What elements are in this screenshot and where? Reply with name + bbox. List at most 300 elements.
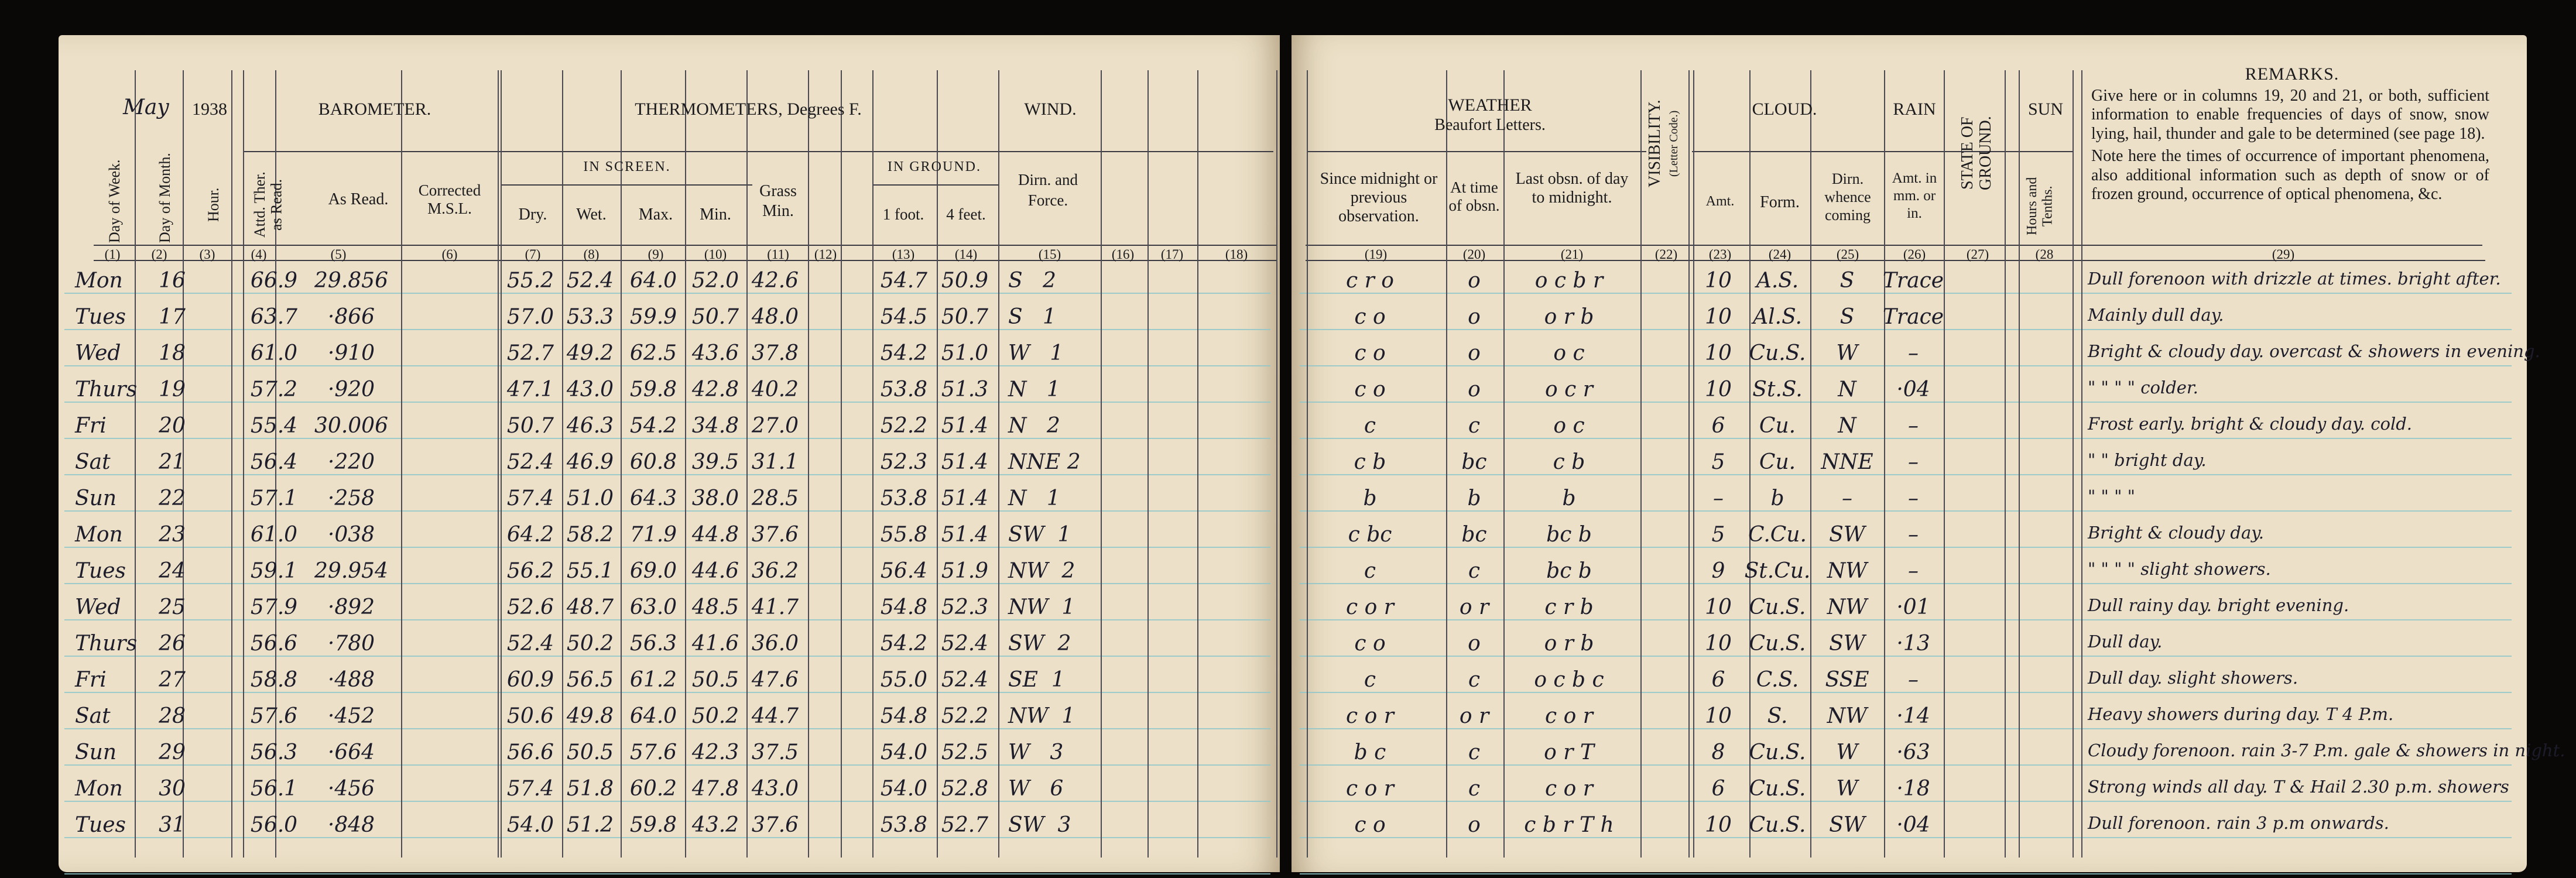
ruled-line [64, 365, 1270, 366]
attd-ther-header: Attd. Ther. as Read. [251, 172, 285, 238]
column-divider [1101, 70, 1102, 858]
attd-ther-cell: 57.6 [250, 704, 298, 728]
weather-last-obsn-cell: o c b r [1534, 269, 1604, 293]
wind-cell: SW 1 [1008, 523, 1071, 547]
column-divider [746, 70, 748, 858]
weather-since-midnight-cell: c o [1354, 378, 1386, 402]
weather-last-obsn-cell: o c [1553, 414, 1585, 438]
day-of-month-cell: 20 [159, 414, 186, 438]
min-temp-cell: 52.0 [691, 269, 739, 293]
ground-4ft-cell: 52.3 [941, 595, 989, 619]
weather-at-obsn-cell: o [1468, 378, 1481, 402]
column-divider [685, 70, 686, 858]
barometer-reading-cell: ·488 [327, 668, 375, 692]
grass-min-cell: 31.1 [751, 450, 799, 474]
max-temp-cell: 60.8 [629, 450, 677, 474]
wind-cell: NNE 2 [1008, 450, 1081, 474]
column-number: (22) [1654, 247, 1678, 262]
rain-amount-cell: ·18 [1896, 777, 1930, 801]
ruled-line [64, 438, 1270, 439]
day-of-month-cell: 16 [159, 269, 186, 293]
column-number: (5) [330, 247, 347, 262]
ground-4ft-cell: 51.4 [941, 450, 989, 474]
attd-ther-cell: 63.7 [250, 305, 298, 329]
ground-1ft-cell: 53.8 [880, 378, 928, 402]
remark-cell: Mainly dull day. [2088, 305, 2224, 325]
min-temp-cell: 34.8 [691, 414, 739, 438]
dry-bulb-cell: 56.2 [506, 559, 554, 583]
column-divider [1147, 70, 1149, 858]
min-temp-cell: 43.6 [691, 341, 739, 365]
weather-at-obsn-cell: bc [1461, 450, 1487, 474]
wet-bulb-cell: 56.5 [566, 668, 614, 692]
ruled-line [64, 474, 1270, 475]
max-temp-cell: 63.0 [629, 595, 677, 619]
weather-last-obsn-cell: c r b [1544, 595, 1594, 619]
ruled-line [1300, 692, 2512, 693]
barometer-reading-cell: ·780 [327, 632, 375, 656]
sun-hours-header: Hours and Tenths. [2025, 177, 2056, 236]
cloud-direction-cell: N [1838, 414, 1856, 438]
column-divider [1503, 70, 1505, 858]
ruled-line [1300, 402, 2512, 403]
ruled-line [64, 583, 1270, 584]
barometer-reading-cell: ·892 [327, 595, 375, 619]
weather-last-obsn-cell: o c [1553, 341, 1585, 365]
max-temp-cell: 59.8 [629, 378, 677, 402]
cloud-amt-header: Amt. [1705, 194, 1735, 209]
day-of-month-cell: 19 [159, 378, 186, 402]
weather-since-midnight-cell: c o r [1346, 595, 1394, 619]
min-temp-cell: 47.8 [691, 777, 739, 801]
ruled-line [1300, 728, 2512, 729]
min-temp-cell: 44.8 [691, 523, 739, 547]
dirn-force-header: Dirn. and Force. [1018, 171, 1078, 210]
ground-4ft-cell: 51.0 [941, 341, 989, 365]
column-number: (24) [1768, 247, 1791, 262]
cloud-direction-cell: NW [1827, 559, 1868, 583]
remark-cell: Dull day. slight showers. [2088, 668, 2298, 688]
weather-sub-header: Beaufort Letters. [1434, 116, 1546, 134]
weather-last-obsn-cell: c b [1553, 450, 1585, 474]
grass-min-cell: 28.5 [751, 486, 799, 510]
grass-min-cell: 40.2 [751, 378, 799, 402]
remark-cell: " " " " [2088, 486, 2136, 506]
cloud-direction-cell: SSE [1825, 668, 1869, 692]
cloud-form-cell: Cu.S. [1749, 341, 1806, 365]
column-divider [872, 70, 873, 858]
column-number: (28 [2035, 247, 2054, 262]
day-of-month-cell: 27 [159, 668, 186, 692]
ruled-line [64, 402, 1270, 403]
cloud-form-cell: Cu.S. [1749, 813, 1806, 837]
ruled-line [1300, 293, 2512, 294]
year-label: 1938 [192, 100, 227, 119]
remarks-instructions [2091, 87, 2489, 204]
cloud-form-cell: Cu.S. [1749, 777, 1806, 801]
column-divider [498, 70, 499, 858]
weather-at-obsn-cell: c [1468, 559, 1481, 583]
cloud-header: CLOUD. [1752, 100, 1817, 119]
barometer-header: BAROMETER. [318, 100, 431, 119]
ground-1ft-cell: 52.3 [880, 450, 928, 474]
wind-cell: SW 3 [1008, 813, 1071, 837]
weather-header: WEATHER [1448, 95, 1532, 115]
wet-bulb-cell: 43.0 [566, 378, 614, 402]
grass-min-cell: 36.2 [751, 559, 799, 583]
remarks-instructions-p2: Note here the times of occurrence of important phenomena, also additional information such as depth of snow or of frozen ground, occurrence of optical phenomena, &c. [2091, 147, 2489, 204]
column-divider [1749, 70, 1751, 858]
barometer-reading-cell: ·848 [327, 813, 375, 837]
wet-bulb-cell: 46.3 [566, 414, 614, 438]
ground-4ft-cell: 51.4 [941, 486, 989, 510]
weather-last-obsn-cell: b [1562, 486, 1576, 510]
remark-cell: Heavy showers during day. T 4 P.m. [2088, 704, 2394, 724]
rain-amount-cell: ·04 [1896, 813, 1930, 837]
attd-ther-cell: 59.1 [250, 559, 298, 583]
remark-cell: Bright & cloudy day. overcast & showers in evening. [2088, 341, 2540, 361]
day-of-week-cell: Tues [75, 305, 126, 329]
column-divider [1810, 70, 1811, 858]
cloud-form-cell: b [1770, 486, 1784, 510]
weather-since-midnight-cell: b [1363, 486, 1377, 510]
barometer-reading-cell: ·866 [327, 305, 375, 329]
ground-1ft-cell: 56.4 [880, 559, 928, 583]
group-rule [1307, 151, 1646, 152]
weather-since-midnight-cell: c r o [1346, 269, 1394, 293]
cloud-form-cell: C.S. [1756, 668, 1799, 692]
day-of-week-cell: Sat [75, 704, 111, 728]
cloud-amount-cell: 10 [1705, 269, 1732, 293]
column-number: (16) [1111, 247, 1135, 262]
ruled-line [64, 510, 1270, 512]
ruled-line [1300, 438, 2512, 439]
ground-1ft-cell: 55.8 [880, 523, 928, 547]
cloud-amount-cell: 6 [1711, 777, 1725, 801]
ruled-line [1300, 474, 2512, 475]
weather-last-obsn-cell: o r b [1544, 305, 1594, 329]
weather-since-midnight-cell: c o [1354, 341, 1386, 365]
attd-ther-cell: 55.4 [250, 414, 298, 438]
cloud-direction-cell: SW [1829, 523, 1865, 547]
remark-cell: " " bright day. [2088, 450, 2207, 470]
ground-1ft-cell: 54.0 [880, 777, 928, 801]
grass-min-cell: 36.0 [751, 632, 799, 656]
dry-bulb-cell: 55.2 [506, 269, 554, 293]
rain-amount-cell: – [1908, 668, 1919, 692]
cloud-form-cell: C.Cu. [1748, 523, 1807, 547]
remark-cell: Dull forenoon. rain 3 p.m onwards. [2088, 813, 2389, 833]
wind-cell: S 1 [1008, 305, 1056, 329]
in-ground-header: IN GROUND. [888, 159, 981, 174]
ground-1ft-cell: 54.2 [880, 632, 928, 656]
last-obsn-header: Last obsn. of day to midnight. [1515, 170, 1629, 207]
dry-bulb-cell: 57.4 [506, 486, 554, 510]
ground-4ft-cell: 52.4 [941, 668, 989, 692]
column-number: (26) [1903, 247, 1926, 262]
grass-min-cell: 48.0 [751, 305, 799, 329]
day-of-week-cell: Sun [75, 740, 117, 764]
weather-since-midnight-cell: c o [1354, 305, 1386, 329]
weather-last-obsn-cell: o r T [1544, 740, 1594, 764]
max-temp-cell: 64.0 [629, 704, 677, 728]
grass-min-cell: 37.5 [751, 740, 799, 764]
ground-4ft-cell: 52.8 [941, 777, 989, 801]
day-of-week-cell: Tues [75, 813, 126, 837]
ruled-line [64, 329, 1270, 330]
ruled-line [64, 547, 1270, 548]
cloud-amount-cell: 10 [1705, 378, 1732, 402]
wet-bulb-cell: 55.1 [566, 559, 614, 583]
weather-since-midnight-cell: c bc [1348, 523, 1392, 547]
ground-4ft-cell: 52.2 [941, 704, 989, 728]
wet-bulb-cell: 48.7 [566, 595, 614, 619]
ruled-line [64, 764, 1270, 766]
wind-cell: N 1 [1008, 486, 1060, 510]
grass-min-cell: 27.0 [751, 414, 799, 438]
barometer-reading-cell: ·220 [327, 450, 375, 474]
column-divider [998, 70, 999, 858]
dry-bulb-cell: 64.2 [506, 523, 554, 547]
ruled-line [64, 873, 1270, 874]
wind-header: WIND. [1024, 100, 1077, 119]
attd-ther-cell: 56.0 [250, 813, 298, 837]
ruled-line [1300, 583, 2512, 584]
rain-amount-cell: ·63 [1896, 740, 1930, 764]
wet-bulb-cell: 49.8 [566, 704, 614, 728]
rain-amount-cell: – [1908, 414, 1919, 438]
grass-min-cell: 37.6 [751, 523, 799, 547]
barometer-reading-cell: ·910 [327, 341, 375, 365]
cloud-direction-cell: S [1839, 305, 1855, 329]
day-of-week-cell: Sat [75, 450, 111, 474]
attd-ther-cell: 56.6 [250, 632, 298, 656]
thermometers-header: THERMOMETERS, Degrees F. [635, 100, 862, 119]
weather-since-midnight-cell: c o [1354, 632, 1386, 656]
wet-bulb-cell: 52.4 [566, 269, 614, 293]
attd-ther-cell: 57.9 [250, 595, 298, 619]
column-number: (9) [648, 247, 664, 262]
column-number: (14) [954, 247, 978, 262]
dry-bulb-cell: 50.7 [506, 414, 554, 438]
weather-at-obsn-cell: o [1468, 269, 1481, 293]
cloud-direction-cell: S [1839, 269, 1855, 293]
column-divider [1884, 70, 1885, 858]
weather-since-midnight-cell: c [1364, 414, 1376, 438]
column-number: (2) [151, 247, 167, 262]
weather-last-obsn-cell: bc b [1546, 559, 1592, 583]
group-rule [501, 184, 752, 186]
rain-header: RAIN [1893, 100, 1936, 119]
column-number: (6) [441, 247, 458, 262]
weather-last-obsn-cell: c o r [1545, 777, 1593, 801]
day-of-week-cell: Sun [75, 486, 117, 510]
barometer-reading-cell: 29.856 [314, 269, 388, 293]
min-temp-cell: 42.3 [691, 740, 739, 764]
cloud-amount-cell: 5 [1711, 450, 1725, 474]
month-label: May [123, 95, 169, 119]
ruled-line [1300, 837, 2512, 838]
weather-at-obsn-cell: bc [1461, 523, 1487, 547]
dry-bulb-cell: 57.0 [506, 305, 554, 329]
rain-amount-cell: ·14 [1896, 704, 1930, 728]
ruled-line [1300, 656, 2512, 657]
wet-bulb-cell: 49.2 [566, 341, 614, 365]
column-number: (7) [525, 247, 541, 262]
cloud-dirn-header: Dirn. whence coming [1824, 170, 1871, 224]
ground-4ft-cell: 51.3 [941, 378, 989, 402]
visibility-header: VISIBILITY. [1646, 100, 1664, 187]
attd-ther-cell: 56.1 [250, 777, 298, 801]
cloud-direction-cell: W [1836, 341, 1858, 365]
wind-cell: NW 1 [1008, 595, 1075, 619]
column-number: (8) [583, 247, 600, 262]
ruled-line [64, 656, 1270, 657]
weather-at-obsn-cell: c [1468, 740, 1481, 764]
column-divider [1197, 70, 1198, 858]
ruled-line [64, 801, 1270, 802]
day-of-week-cell: Tues [75, 559, 126, 583]
column-number: (11) [767, 247, 789, 262]
cloud-form-cell: Al.S. [1753, 305, 1802, 329]
sun-header: SUN [2027, 100, 2064, 119]
dry-bulb-cell: 54.0 [506, 813, 554, 837]
weather-at-obsn-cell: b [1467, 486, 1481, 510]
day-of-week-cell: Wed [75, 595, 121, 619]
ruled-line [1300, 764, 2512, 766]
column-divider [1688, 70, 1690, 858]
ruled-line [64, 728, 1270, 729]
ruled-line [1300, 873, 2512, 874]
column-number: (10) [704, 247, 727, 262]
day-of-week-cell: Mon [75, 269, 123, 293]
grass-min-header: Grass Min. [759, 182, 797, 220]
as-read-header: As Read. [328, 190, 389, 208]
column-divider [937, 70, 938, 858]
cloud-form-cell: S. [1767, 704, 1788, 728]
remark-cell: " " " " slight showers. [2088, 559, 2271, 579]
wind-cell: N 2 [1008, 414, 1060, 438]
column-divider [621, 70, 622, 858]
day-of-week-cell: Fri [75, 414, 107, 438]
max-temp-cell: 59.9 [629, 305, 677, 329]
wind-cell: NW 2 [1008, 559, 1075, 583]
cloud-direction-cell: NNE [1821, 450, 1873, 474]
wet-header: Wet. [576, 205, 607, 224]
day-of-month-cell: 26 [159, 632, 186, 656]
day-of-month-cell: 22 [159, 486, 186, 510]
min-temp-cell: 44.6 [691, 559, 739, 583]
day-of-week-cell: Fri [75, 668, 107, 692]
column-number: (20) [1462, 247, 1486, 262]
ground-1ft-cell: 53.8 [880, 486, 928, 510]
min-temp-cell: 39.5 [691, 450, 739, 474]
weather-at-obsn-cell: c [1468, 414, 1481, 438]
weather-since-midnight-cell: c o r [1346, 777, 1394, 801]
dry-bulb-cell: 52.7 [506, 341, 554, 365]
grass-min-cell: 37.6 [751, 813, 799, 837]
min-temp-cell: 48.5 [691, 595, 739, 619]
ground-1ft-cell: 54.8 [880, 704, 928, 728]
cloud-amount-cell: 10 [1705, 305, 1732, 329]
barometer-reading-cell: ·456 [327, 777, 375, 801]
column-divider [1640, 70, 1642, 858]
weather-since-midnight-cell: c o [1354, 813, 1386, 837]
weather-at-obsn-cell: o r [1459, 595, 1489, 619]
at-time-header: At time of obsn. [1448, 179, 1500, 215]
column-divider [1693, 70, 1694, 858]
day-of-week-cell: Mon [75, 777, 123, 801]
attd-ther-cell: 66.9 [250, 269, 298, 293]
ruled-line [1300, 365, 2512, 366]
cloud-amount-cell: 10 [1705, 704, 1732, 728]
max-temp-cell: 61.2 [629, 668, 677, 692]
ground-1ft-cell: 54.8 [880, 595, 928, 619]
min-temp-cell: 43.2 [691, 813, 739, 837]
column-divider [231, 70, 232, 858]
cloud-form-cell: Cu. [1759, 450, 1796, 474]
wind-cell: SW 2 [1008, 632, 1071, 656]
cloud-form-cell: Cu.S. [1749, 595, 1806, 619]
column-number: (1) [104, 247, 121, 262]
attd-ther-cell: 57.2 [250, 378, 298, 402]
group-rule [872, 184, 998, 186]
ground-1ft-cell: 52.2 [880, 414, 928, 438]
max-temp-cell: 60.2 [629, 777, 677, 801]
cloud-amount-cell: 8 [1711, 740, 1725, 764]
cloud-amount-cell: – [1713, 486, 1724, 510]
min-temp-cell: 38.0 [691, 486, 739, 510]
ground-4ft-cell: 51.4 [941, 414, 989, 438]
column-divider [1276, 70, 1277, 858]
dry-bulb-cell: 52.4 [506, 450, 554, 474]
ground-4ft-cell: 51.9 [941, 559, 989, 583]
day-of-month-cell: 25 [159, 595, 186, 619]
ruled-line [1300, 510, 2512, 512]
weather-last-obsn-cell: o c b c [1534, 668, 1604, 692]
max-temp-cell: 59.8 [629, 813, 677, 837]
barometer-reading-cell: ·452 [327, 704, 375, 728]
weather-since-midnight-cell: b c [1354, 740, 1386, 764]
weather-last-obsn-cell: c o r [1545, 704, 1593, 728]
column-divider [2073, 70, 2074, 858]
in-screen-header: IN SCREEN. [583, 159, 671, 174]
column-divider [841, 70, 842, 858]
remarks-header: REMARKS. [2245, 64, 2339, 84]
rain-amt-header: Amt. in mm. or in. [1892, 170, 1937, 221]
ruled-line [64, 837, 1270, 838]
rain-amount-cell: ·01 [1896, 595, 1930, 619]
max-temp-cell: 62.5 [629, 341, 677, 365]
ruled-line [64, 293, 1270, 294]
cloud-form-cell: Cu.S. [1749, 740, 1806, 764]
ground-1ft-cell: 54.2 [880, 341, 928, 365]
column-number: (13) [892, 247, 915, 262]
remark-cell: Dull day. [2088, 632, 2163, 651]
cloud-direction-cell: NW [1827, 704, 1868, 728]
wet-bulb-cell: 58.2 [566, 523, 614, 547]
column-number: (21) [1560, 247, 1584, 262]
day-of-month-cell: 28 [159, 704, 186, 728]
column-number: (27) [1966, 247, 1989, 262]
min-header: Min. [700, 205, 731, 224]
cloud-direction-cell: W [1836, 777, 1858, 801]
column-number: (12) [814, 247, 837, 262]
header-rule [1306, 245, 2482, 246]
attd-ther-cell: 56.3 [250, 740, 298, 764]
hour-header: Hour. [205, 187, 222, 222]
day-of-month-cell: 18 [159, 341, 186, 365]
